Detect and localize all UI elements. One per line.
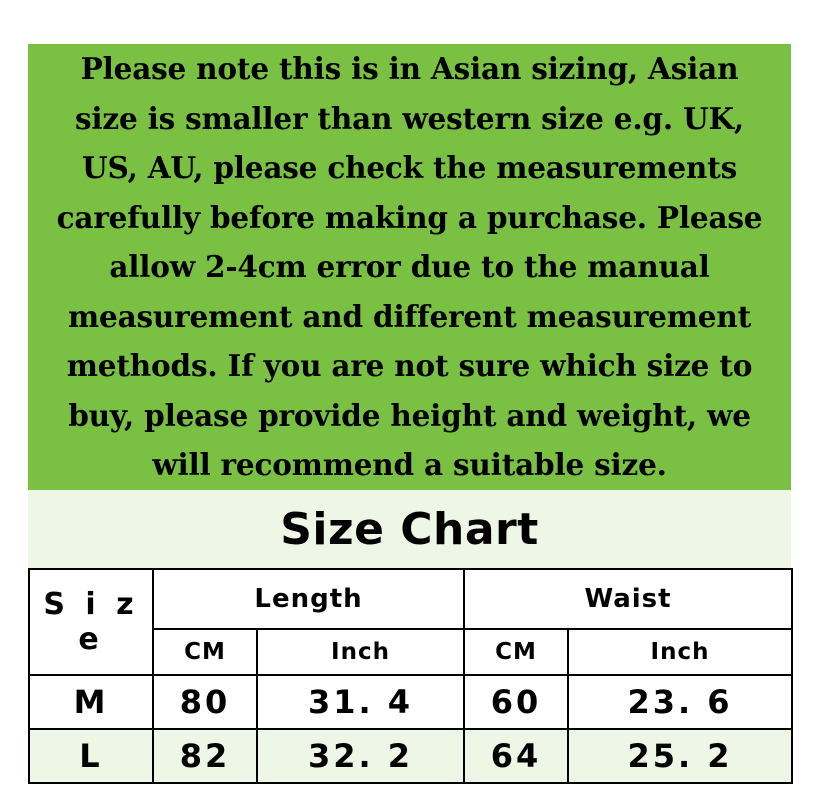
- header-group-waist: Waist: [464, 569, 792, 629]
- header-unit-waist-cm: CM: [464, 629, 568, 675]
- size-chart-title-band: [28, 490, 791, 568]
- header-group-length: Length: [153, 569, 464, 629]
- table-header-row-groups: [29, 569, 792, 629]
- table-row: [29, 675, 792, 729]
- row-m-waist-inch: 23. 6: [568, 675, 792, 729]
- header-size: S i z e: [29, 569, 153, 675]
- row-m-waist-cm: 60: [464, 675, 568, 729]
- header-unit-waist-inch: Inch: [568, 629, 792, 675]
- row-size-l: L: [29, 729, 153, 783]
- asian-sizing-notice-text: Please note this is in Asian sizing, Asian size is smaller than western size e.g. UK, US, AU, please check the measurements carefully before making a purchase. Please allow 2-4cm error due to the manual measurement and different measurement methods. If you are not sure which size to buy, please provide height and weight, we will recommend a suitable size.: [56, 51, 763, 483]
- row-m-length-inch: 31. 4: [257, 675, 464, 729]
- asian-sizing-notice: [28, 44, 791, 490]
- row-l-length-cm: 82: [153, 729, 257, 783]
- row-l-waist-cm: 64: [464, 729, 568, 783]
- header-unit-length-inch: Inch: [257, 629, 464, 675]
- header-unit-length-cm: CM: [153, 629, 257, 675]
- row-size-m: M: [29, 675, 153, 729]
- table-row: [29, 729, 792, 783]
- row-m-length-cm: 80: [153, 675, 257, 729]
- row-l-length-inch: 32. 2: [257, 729, 464, 783]
- row-l-waist-inch: 25. 2: [568, 729, 792, 783]
- page-title: Size Chart: [280, 503, 539, 555]
- size-chart-table: [28, 568, 793, 784]
